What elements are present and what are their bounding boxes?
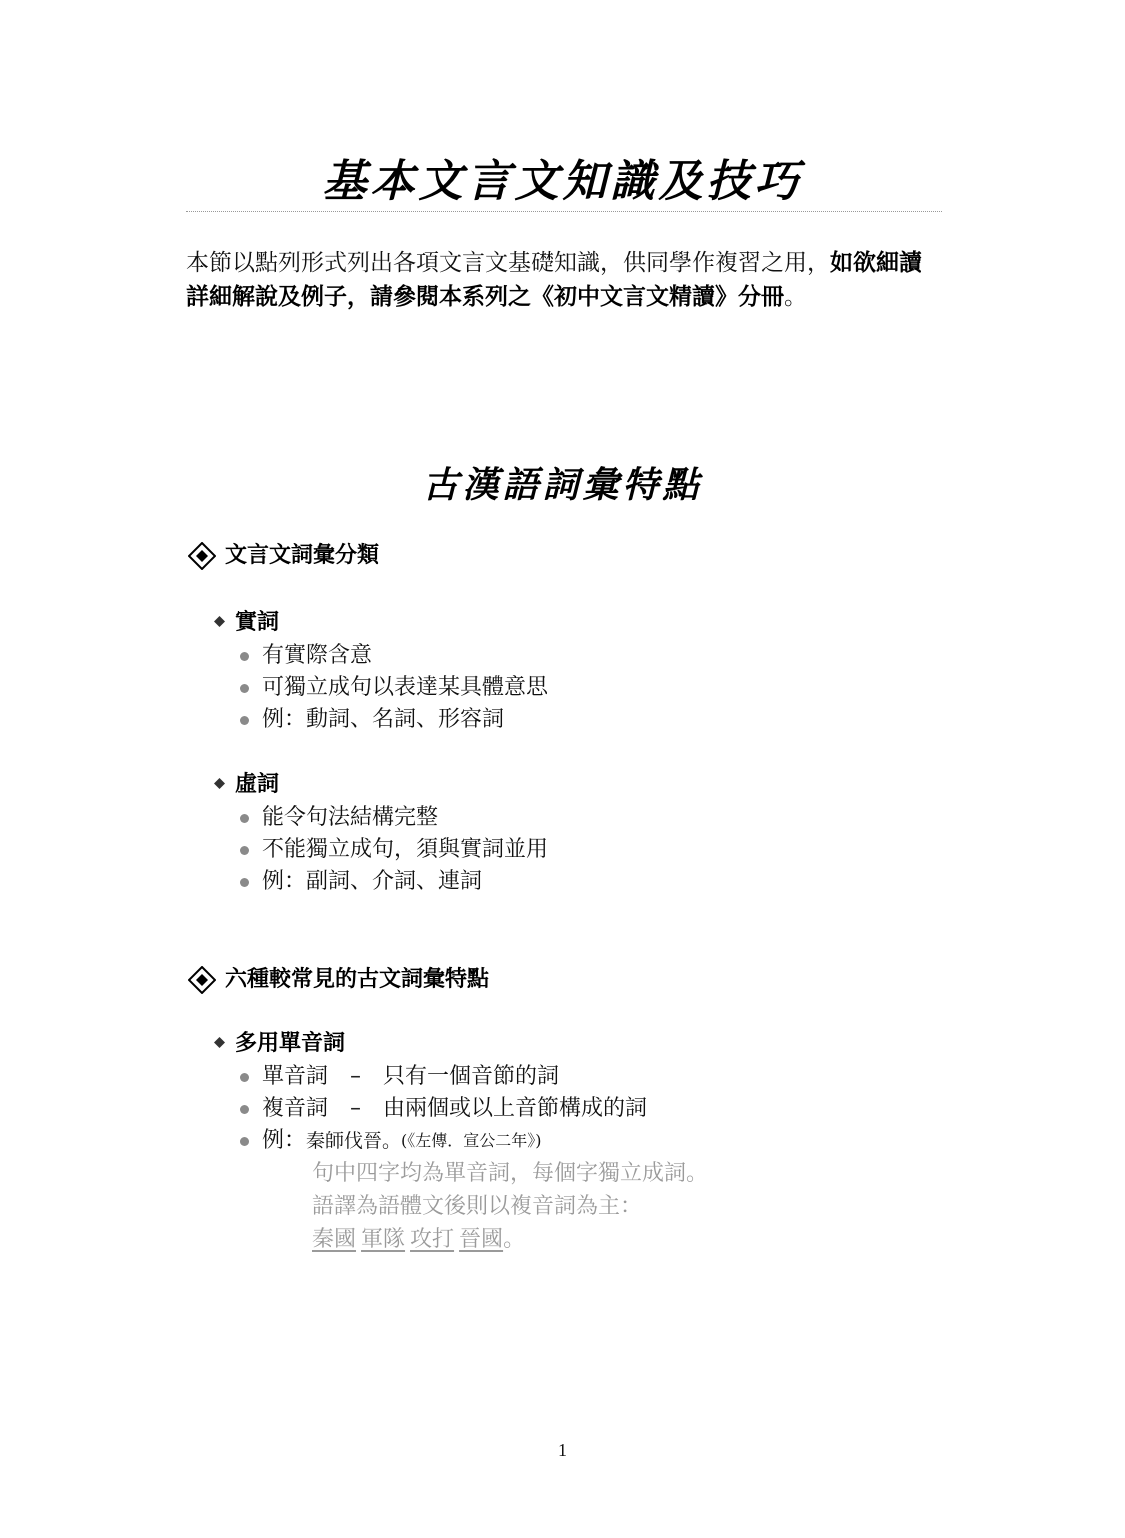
small-diamond-icon xyxy=(214,1037,225,1048)
heading-classification xyxy=(188,541,379,571)
list-item xyxy=(240,834,548,866)
list-item xyxy=(240,672,548,704)
example-source: (《左傳．宣公二年》) xyxy=(401,1131,542,1150)
document-title: 基本文言文知識及技巧 xyxy=(322,156,803,207)
double-diamond-icon xyxy=(188,966,216,994)
subheading-function-words xyxy=(214,770,279,800)
subheading-monosyllabic-label: 多用單音詞 xyxy=(235,1031,346,1056)
definition-monosyllabic: 只有一個音節的詞 xyxy=(383,1064,560,1089)
translation-word: 軍隊 xyxy=(361,1227,406,1252)
intro-paragraph xyxy=(186,246,942,314)
subheading-content-words xyxy=(214,608,279,638)
translation-word: 晉國 xyxy=(459,1227,504,1252)
example-prefix: 例： xyxy=(262,1128,307,1153)
term-monosyllabic: 單音詞 xyxy=(262,1064,329,1089)
subheading-content-words-label: 實詞 xyxy=(235,610,280,635)
bullet-dot-icon xyxy=(240,652,249,661)
bullet-dot-icon xyxy=(240,684,249,693)
dash: – xyxy=(350,1064,362,1089)
list-item xyxy=(240,802,438,834)
example-note-1: 句中四字均為單音詞，每個字獨立成詞。 xyxy=(312,1161,709,1186)
bullet-dot-icon xyxy=(240,716,249,725)
title-divider xyxy=(186,211,942,212)
list-item xyxy=(240,866,482,898)
section-title: 古漢語詞彙特點 xyxy=(422,464,703,506)
bullet-dot-icon xyxy=(240,1105,249,1114)
list-item xyxy=(240,1061,559,1093)
heading-classification-label: 文言文詞彙分類 xyxy=(225,543,380,568)
bullet-dot-icon xyxy=(240,814,249,823)
list-item-text: 能令句法結構完整 xyxy=(262,805,439,830)
double-diamond-icon xyxy=(188,542,216,570)
list-item-text: 可獨立成句以表達某具體意思 xyxy=(262,675,549,700)
intro-bold-text: 如欲細讀詳細解說及例子，請參閱本系列之《初中文言文精讀》分冊 xyxy=(186,250,922,310)
list-item-text: 例：動詞、名詞、形容詞 xyxy=(262,707,505,732)
dash: – xyxy=(350,1096,362,1121)
example-translation xyxy=(312,1224,525,1256)
example-note-2: 語譯為語體文後則以複音詞為主： xyxy=(312,1194,643,1219)
subheading-monosyllabic xyxy=(214,1029,345,1059)
intro-end: 。 xyxy=(784,284,807,310)
heading-six-features xyxy=(188,965,489,995)
definition-polysyllabic: 由兩個或以上音節構成的詞 xyxy=(383,1096,648,1121)
list-item xyxy=(240,640,372,672)
list-item xyxy=(240,1125,542,1157)
bullet-dot-icon xyxy=(240,1073,249,1082)
list-item-text: 不能獨立成句，須與實詞並用 xyxy=(262,837,549,862)
list-item-text: 例：副詞、介詞、連詞 xyxy=(262,869,483,894)
list-item xyxy=(240,1093,647,1125)
translation-end: 。 xyxy=(503,1227,526,1252)
translation-word: 攻打 xyxy=(410,1227,455,1252)
list-item xyxy=(240,704,504,736)
term-polysyllabic: 複音詞 xyxy=(262,1096,329,1121)
list-item-text: 有實際含意 xyxy=(262,643,373,668)
bullet-dot-icon xyxy=(240,1137,249,1146)
translation-word: 秦國 xyxy=(312,1227,357,1252)
small-diamond-icon xyxy=(214,778,225,789)
bullet-dot-icon xyxy=(240,878,249,887)
bullet-dot-icon xyxy=(240,846,249,855)
intro-text: 本節以點列形式列出各項文言文基礎知識，供同學作複習之用， xyxy=(186,250,830,276)
page-number: 1 xyxy=(558,1440,567,1460)
heading-six-features-label: 六種較常見的古文詞彙特點 xyxy=(225,967,490,992)
example-classical-text: 秦師伐晉。 xyxy=(306,1130,402,1152)
small-diamond-icon xyxy=(214,616,225,627)
subheading-function-words-label: 虛詞 xyxy=(235,772,280,797)
